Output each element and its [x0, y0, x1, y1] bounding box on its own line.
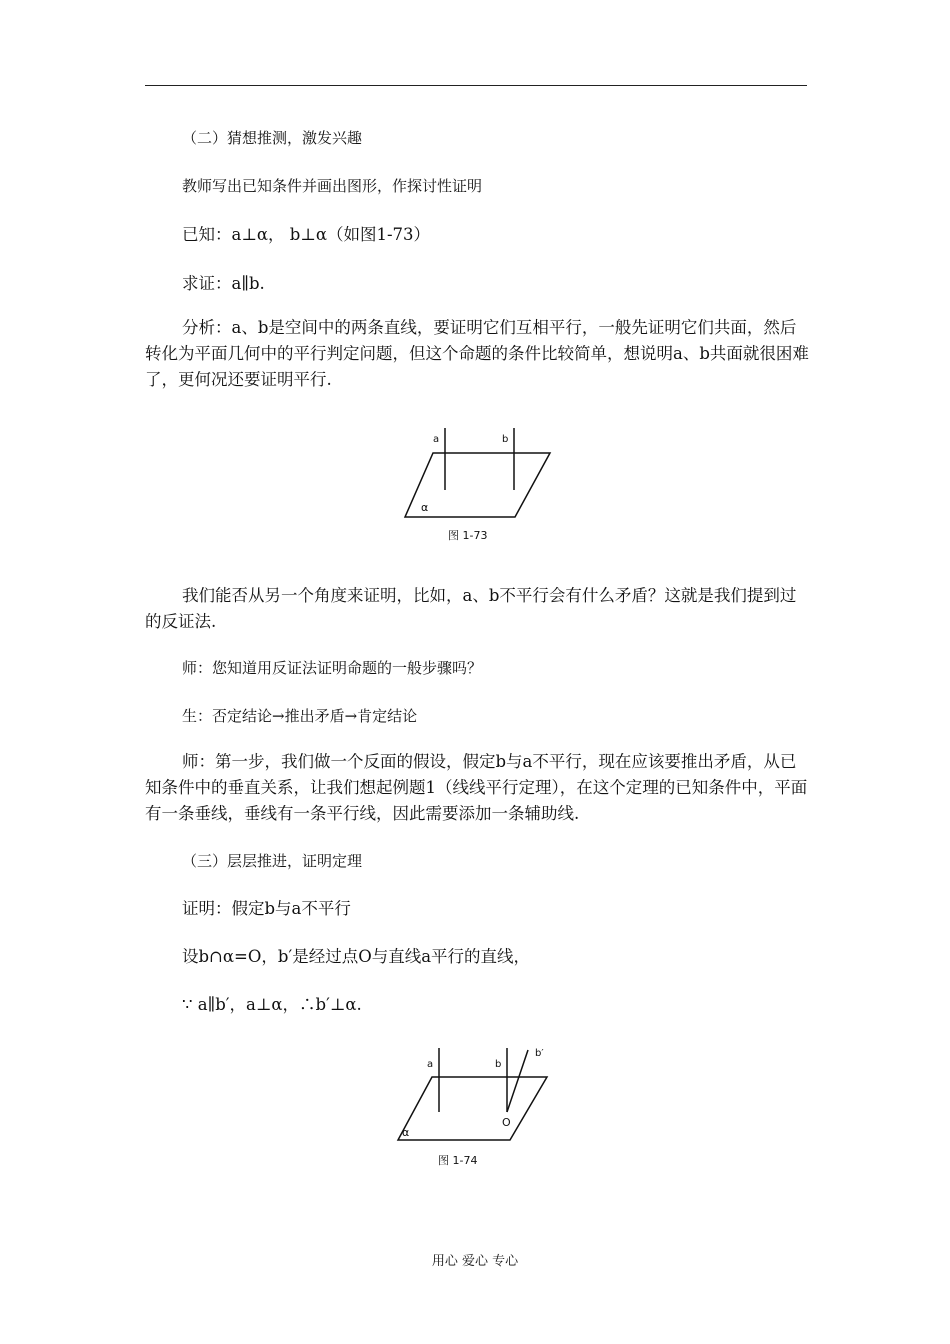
figure-1-73: [395, 420, 565, 550]
fig74-label-b-prime: b′: [535, 1048, 544, 1059]
section-3-heading: （三）层层推进，证明定理: [182, 852, 363, 870]
fig73-label-b: b: [502, 434, 509, 445]
page-footer: 用心 爱心 专心: [431, 1254, 519, 1269]
student-answer: 生：否定结论→推出矛盾→肯定结论: [182, 707, 418, 725]
proof-set: 设b∩α=O，b′是经过点O与直线a平行的直线，: [182, 947, 531, 966]
fig74-label-a: a: [427, 1059, 434, 1070]
proof-since: ∵ a∥b′，a⊥α，∴b′⊥α.: [182, 995, 362, 1014]
fig74-label-b: b: [495, 1059, 502, 1070]
teacher-step-paragraph: 师：第一步，我们做一个反面的假设，假定b与a不平行，现在应该要推出矛盾，从已知条件中的垂直关系，让我们想起例题1（线线平行定理），在这个定理的已知条件中，平面有一条垂线，垂线有一条平行线，因此需要添加一条辅助线.: [145, 752, 808, 823]
figure-1-74: [390, 1040, 565, 1175]
plane-alpha-shape: [398, 1077, 547, 1140]
fig74-label-O: O: [502, 1116, 511, 1129]
proof-start: 证明：假定b与a不平行: [182, 899, 351, 918]
section-2-heading: （二）猜想推测，激发兴趣: [182, 129, 363, 147]
contradiction-paragraph: 我们能否从另一个角度来证明，比如，a、b不平行会有什么矛盾？这就是我们提到过的反证法.: [145, 586, 797, 631]
teacher-question: 师：您知道用反证法证明命题的一般步骤吗？: [182, 659, 483, 677]
teacher-writes-text: 教师写出已知条件并画出图形，作探讨性证明: [182, 177, 483, 195]
fig73-caption: 图 1-73: [448, 529, 488, 542]
header-rule: [145, 85, 807, 86]
line-b: [507, 1050, 528, 1112]
fig74-label-alpha: α: [402, 1126, 410, 1139]
prove-statement: 求证：a∥b.: [182, 274, 265, 293]
fig73-label-alpha: α: [421, 501, 429, 514]
given-statement: 已知：a⊥α， b⊥α（如图1-73）: [182, 225, 431, 244]
analysis-paragraph: 分析：a、b是空间中的两条直线，要证明它们互相平行，一般先证明它们共面，然后转化为平面几何中的平行判定问题，但这个命题的条件比较简单，想说明a、b共面就很困难了，更何况还要证明平行.: [145, 318, 809, 389]
fig74-caption: 图 1-74: [438, 1154, 478, 1167]
fig73-label-a: a: [433, 434, 440, 445]
